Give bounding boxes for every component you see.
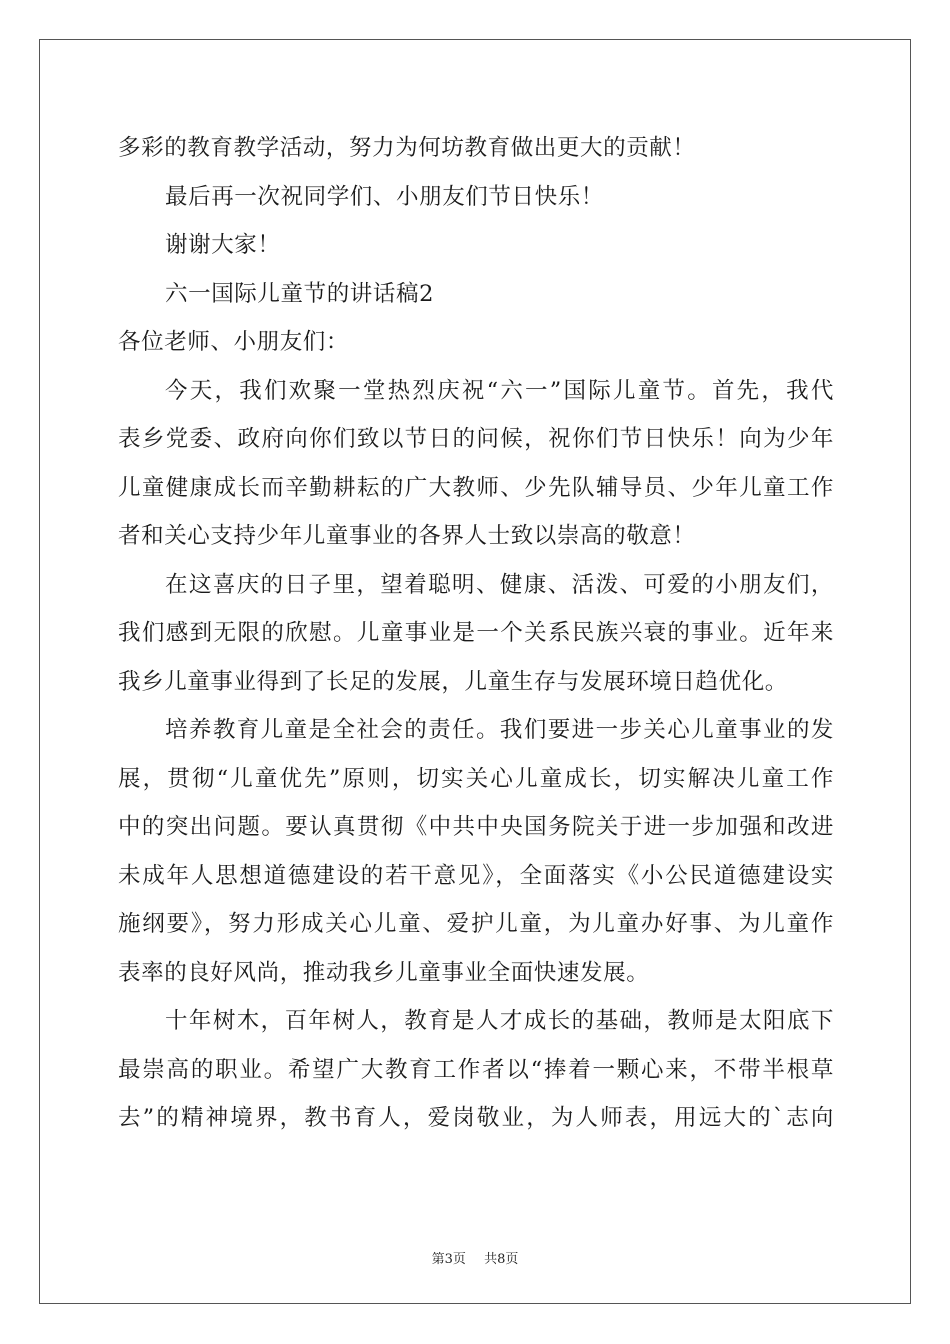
text-line: 多彩的教育教学活动，努力为何坊教育做出更大的贡献！: [118, 135, 696, 161]
page-footer: [0, 1248, 950, 1267]
text-line: 最后再一次祝同学们、小朋友们节日快乐！: [165, 183, 604, 210]
text-line: 儿童健康成长而辛勤耕耘的广大教师、少先队辅导员、少年儿童工作: [118, 474, 834, 501]
text-line: 各位老师、小朋友们：: [118, 329, 350, 355]
text-line: 六一国际儿童节的讲话稿2: [165, 280, 435, 307]
text-line: 中的突出问题。要认真贯彻《中共中央国务院关于进一步加强和改进: [118, 814, 834, 840]
text-line: 培养教育儿童是全社会的责任。我们要进一步关心儿童事业的发: [165, 717, 834, 743]
text-line: 今天，我们欢聚一堂热烈庆祝“六一”国际儿童节。首先，我代: [165, 377, 834, 404]
text-line: 未成年人思想道德建设的若干意见》，全面落实《小公民道德建设实: [118, 862, 834, 889]
text-line: 谢谢大家！: [165, 232, 281, 258]
text-line: 施纲要》，努力形成关心儿童、爱护儿童，为儿童办好事、为儿童作: [118, 911, 834, 937]
text-line: 十年树木，百年树人，教育是人才成长的基础，教师是太阳底下: [165, 1008, 834, 1034]
page-total: 共8页: [484, 1252, 519, 1267]
text-line: 去”的精神境界，教书育人，爱岗敬业，为人师表，用远大的`志向: [118, 1105, 834, 1131]
text-line: 最崇高的职业。希望广大教育工作者以“捧着一颗心来，不带半根草: [118, 1056, 834, 1083]
text-line: 展，贯彻“儿童优先”原则，切实关心儿童成长，切实解决儿童工作: [118, 765, 834, 792]
text-line: 表乡党委、政府向你们致以节日的问候，祝你们节日快乐！向为少年: [118, 426, 834, 452]
page-number: 第3页: [431, 1252, 466, 1267]
document-body: [118, 124, 834, 1143]
text-line: 表率的良好风尚，推动我乡儿童事业全面快速发展。: [118, 959, 650, 986]
text-line: 者和关心支持少年儿童事业的各界人士致以崇高的敬意！: [118, 523, 696, 549]
text-line: 在这喜庆的日子里，望着聪明、健康、活泼、可爱的小朋友们，: [165, 571, 834, 598]
text-line: 我乡儿童事业得到了长足的发展，儿童生存与发展环境日趋优化。: [118, 668, 788, 695]
text-line: 我们感到无限的欣慰。儿童事业是一个关系民族兴衰的事业。近年来: [118, 620, 834, 646]
